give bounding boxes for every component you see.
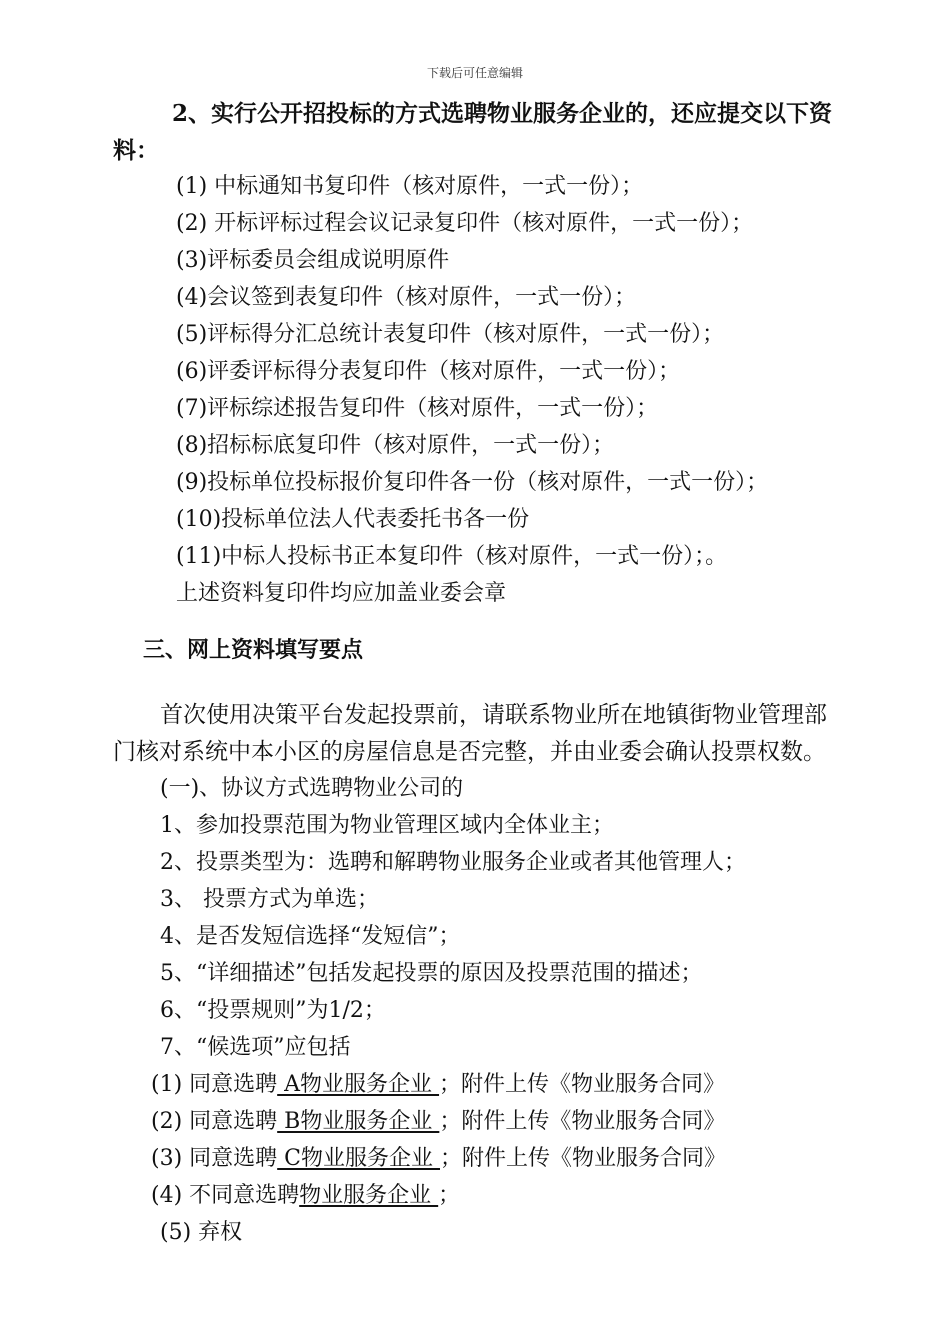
option-suffix: ；附件上传《物业服务合同》 <box>439 1072 726 1097</box>
list-item: 上述资料复印件均应加盖业委会章 <box>176 581 507 606</box>
step-item: 5、“详细描述”包括发起投票的原因及投票范围的描述； <box>160 961 703 986</box>
option-underlined: C物业服务企业 <box>277 1146 440 1171</box>
option-underlined: B物业服务企业 <box>277 1109 440 1134</box>
section3-intro-line1: 首次使用决策平台发起投票前，请联系物业所在地镇街物业管理部 <box>160 702 827 728</box>
step-item: 7、“候选项”应包括 <box>160 1035 351 1060</box>
list-item: (4)会议签到表复印件（核对原件，一式一份）； <box>176 285 637 310</box>
step-item: 1、参加投票范围为物业管理区域内全体业主； <box>160 813 614 838</box>
section2-title-line1: 2、实行公开招投标的方式选聘物业服务企业的，还应提交以下资 <box>172 100 833 127</box>
option-prefix: (2) 同意选聘 <box>151 1109 278 1134</box>
step-item: 3、 投票方式为单选； <box>160 887 379 912</box>
list-item: (10)投标单位法人代表委托书各一份 <box>176 507 530 532</box>
section3-intro-line2: 门核对系统中本小区的房屋信息是否完整，并由业委会确认投票权数。 <box>113 739 826 765</box>
option-suffix: ；附件上传《物业服务合同》 <box>440 1146 727 1171</box>
option-suffix: ； <box>438 1183 461 1208</box>
abstain-option: (5) 弃权 <box>160 1220 243 1245</box>
candidate-option <box>151 1178 460 1214</box>
step-item: 4、是否发短信选择“发短信”； <box>160 924 461 949</box>
list-item: (1) 中标通知书复印件（核对原件，一式一份）； <box>176 174 644 199</box>
option-prefix: (4) 不同意选聘 <box>151 1183 300 1208</box>
section2-title-line2: 料： <box>113 137 159 164</box>
candidate-option <box>151 1141 726 1177</box>
page-header: 下载后可任意编辑 <box>426 66 523 80</box>
list-item: (7)评标综述报告复印件（核对原件，一式一份）； <box>176 396 659 421</box>
option-prefix: (3) 同意选聘 <box>151 1146 278 1171</box>
list-item: (2) 开标评标过程会议记录复印件（核对原件，一式一份）； <box>176 211 754 236</box>
step-item: 2、投票类型为：选聘和解聘物业服务企业或者其他管理人； <box>160 850 746 875</box>
list-item: (3)评标委员会组成说明原件 <box>176 248 450 273</box>
section3-title: 三、网上资料填写要点 <box>143 637 364 663</box>
option-underlined: A物业服务企业 <box>277 1072 440 1097</box>
option-prefix: (1) 同意选聘 <box>151 1072 278 1097</box>
candidate-option <box>151 1104 725 1140</box>
list-item: (8)招标标底复印件（核对原件，一式一份）； <box>176 433 615 458</box>
list-item: (5)评标得分汇总统计表复印件（核对原件，一式一份）； <box>176 322 725 347</box>
list-item: (11)中标人投标书正本复印件（核对原件，一式一份）；。 <box>176 544 728 569</box>
option-underlined: 物业服务企业 <box>299 1183 439 1208</box>
candidate-option <box>151 1067 725 1103</box>
list-item: (6)评委评标得分表复印件（核对原件，一式一份）； <box>176 359 681 384</box>
step-item: 6、“投票规则”为1/2； <box>160 998 386 1023</box>
option-suffix: ；附件上传《物业服务合同》 <box>439 1109 726 1134</box>
list-item: (9)投标单位投标报价复印件各一份（核对原件，一式一份）； <box>176 470 769 495</box>
subheading: (一)、协议方式选聘物业公司的 <box>160 776 464 801</box>
